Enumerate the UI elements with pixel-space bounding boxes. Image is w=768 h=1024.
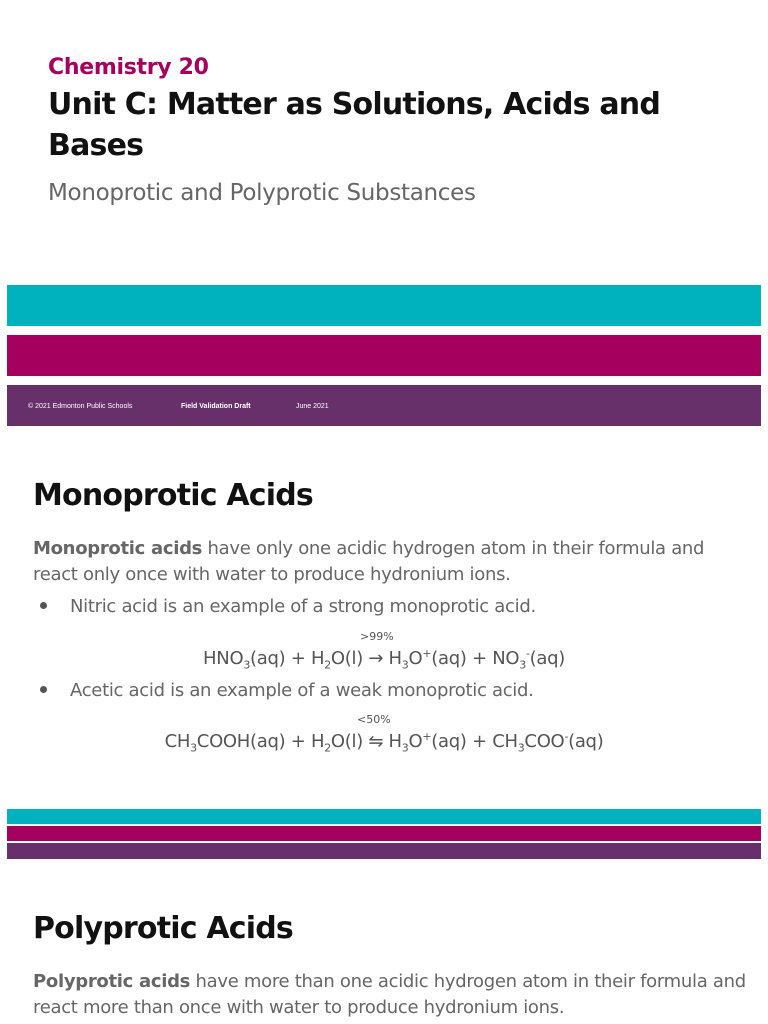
polyprotic-definition bbox=[33, 969, 753, 1021]
bullet-nitric-text: Nitric acid is an example of a strong monoprotic acid. bbox=[70, 596, 536, 617]
course-subject: Chemistry 20 bbox=[48, 55, 209, 80]
bullet-icon bbox=[40, 686, 47, 693]
list-item bbox=[40, 680, 534, 701]
polyprotic-heading: Polyprotic Acids bbox=[33, 911, 293, 946]
purple-divider bbox=[7, 843, 761, 859]
equation-nitric: $HNO_3(aq) + H_2O(l) \to H_3O^+(aq) + NO_3^-(aq)$ bbox=[203, 647, 565, 672]
polyprotic-term: Polyprotic acids bbox=[33, 971, 191, 992]
footer-draft-label: Field Validation Draft bbox=[181, 403, 251, 410]
bullet-icon bbox=[40, 602, 47, 609]
lesson-subtitle: Monoprotic and Polyprotic Substances bbox=[48, 180, 476, 206]
unit-title: Unit C: Matter as Solutions, Acids and Bases bbox=[48, 87, 661, 163]
equation-nitric-percent: >99% bbox=[360, 630, 394, 643]
teal-banner bbox=[7, 285, 761, 326]
monoprotic-definition-text: have only one acidic hydrogen atom in their formula and react only once with water to produce hydronium ions. bbox=[33, 538, 705, 585]
polyprotic-definition-text: have more than one acidic hydrogen atom in their formula and react more than once with water to produce hydronium ions. bbox=[33, 971, 746, 1018]
monoprotic-definition bbox=[33, 536, 753, 588]
monoprotic-heading: Monoprotic Acids bbox=[33, 478, 313, 513]
magenta-divider bbox=[7, 826, 761, 841]
equation-acetic: $CH_3COOH(aq) + H_2O(l)$ ⇋ $H_3O^+(aq) + CH_3COO^-(aq)$ bbox=[164, 730, 604, 755]
equation-acetic-percent: <50% bbox=[357, 713, 391, 726]
list-item bbox=[40, 596, 536, 617]
teal-divider bbox=[7, 809, 761, 824]
magenta-banner bbox=[7, 335, 761, 376]
footer-copyright: © 2021 Edmonton Public Schools bbox=[28, 403, 133, 410]
monoprotic-term: Monoprotic acids bbox=[33, 538, 203, 559]
footer-date: June 2021 bbox=[296, 403, 329, 410]
bullet-acetic-text: Acetic acid is an example of a weak monoprotic acid. bbox=[70, 680, 534, 701]
